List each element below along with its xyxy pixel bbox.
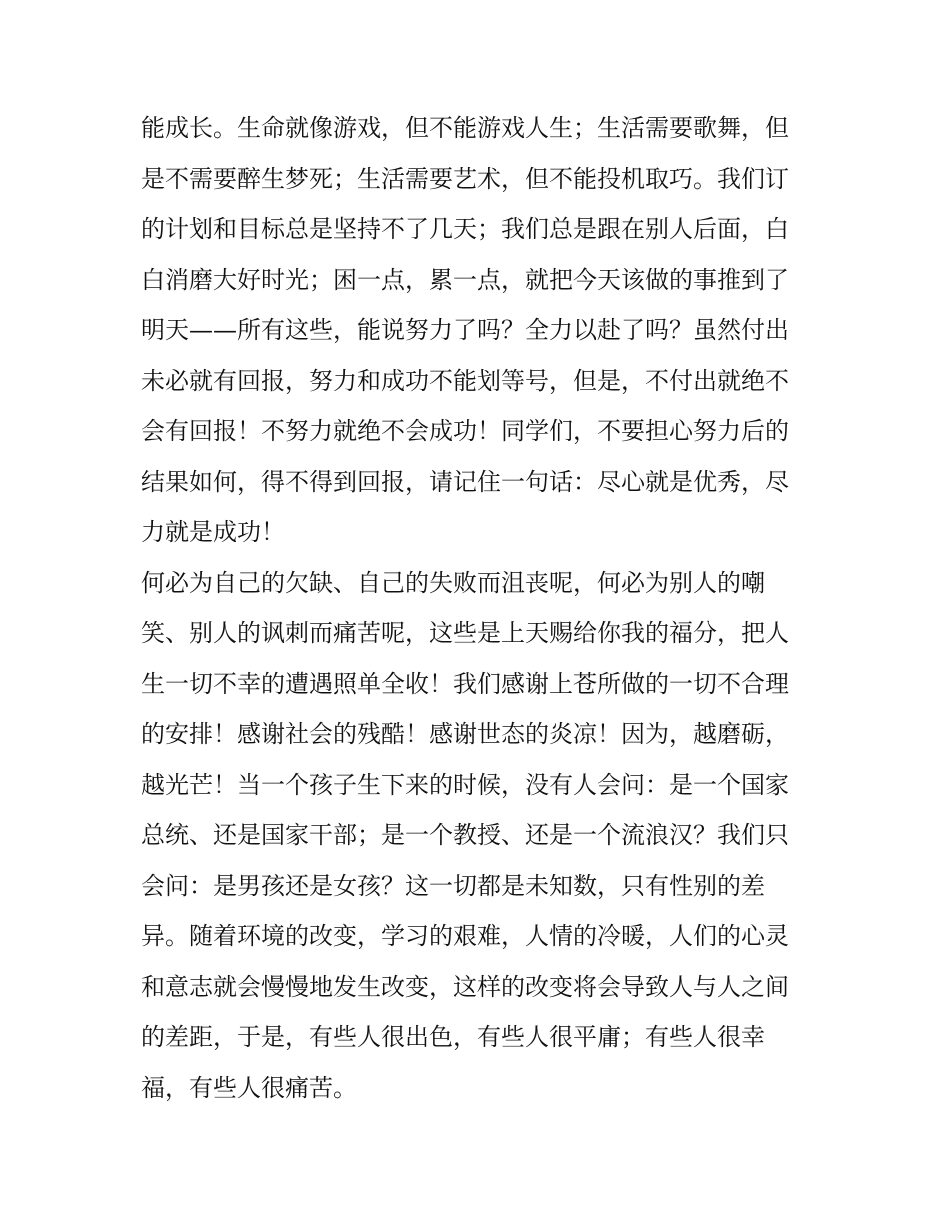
text-line: 生一切不幸的遭遇照单全收！我们感谢上苍所做的一切不合理: [141, 669, 789, 698]
text-line: 是不需要醉生梦死；生活需要艺术，但不能投机取巧。我们订: [141, 164, 789, 193]
text-line: 能成长。生命就像游戏，但不能游戏人生；生活需要歌舞，但: [141, 114, 789, 142]
text-line: 未必就有回报，努力和成功不能划等号，但是，不付出就绝不: [141, 366, 789, 395]
text-line: 总统、还是国家干部；是一个教授、还是一个流浪汉？我们只: [141, 821, 789, 849]
text-line: 的安排！感谢社会的残酷！感谢世态的炎凉！因为，越磨砺，: [141, 720, 789, 748]
text-line: 和意志就会慢慢地发生改变，这样的改变将会导致人与人之间: [141, 972, 789, 1001]
text-line: 笑、别人的讽刺而痛苦呢，这些是上天赐给你我的福分，把人: [141, 619, 789, 647]
text-line: 结果如何，得不得到回报，请记住一句话：尽心就是优秀，尽: [141, 467, 789, 496]
text-line: 明天——所有这些，能说努力了吗？全力以赴了吗？虽然付出: [141, 316, 789, 344]
text-line: 异。随着环境的改变，学习的艰难，人情的冷暖，人们的心灵: [141, 922, 789, 950]
text-line: 何必为自己的欠缺、自己的失败而沮丧呢，何必为别人的嘲: [141, 568, 765, 597]
text-line: 的计划和目标总是坚持不了几天；我们总是跟在别人后面，白: [141, 215, 789, 243]
text-line: 的差距，于是，有些人很出色，有些人很平庸；有些人很幸: [141, 1023, 765, 1051]
text-line: 力就是成功！: [141, 518, 285, 546]
text-line: 越光芒！当一个孩子生下来的时候，没有人会问：是一个国家: [141, 770, 789, 799]
text-line: 福，有些人很痛苦。: [141, 1073, 357, 1102]
body-text: [141, 103, 821, 1113]
text-line: 会问：是男孩还是女孩？这一切都是未知数，只有性别的差: [141, 871, 765, 900]
text-line: 白消磨大好时光；困一点，累一点，就把今天该做的事推到了: [141, 265, 789, 294]
text-line: 会有回报！不努力就绝不会成功！同学们，不要担心努力后的: [141, 417, 789, 445]
